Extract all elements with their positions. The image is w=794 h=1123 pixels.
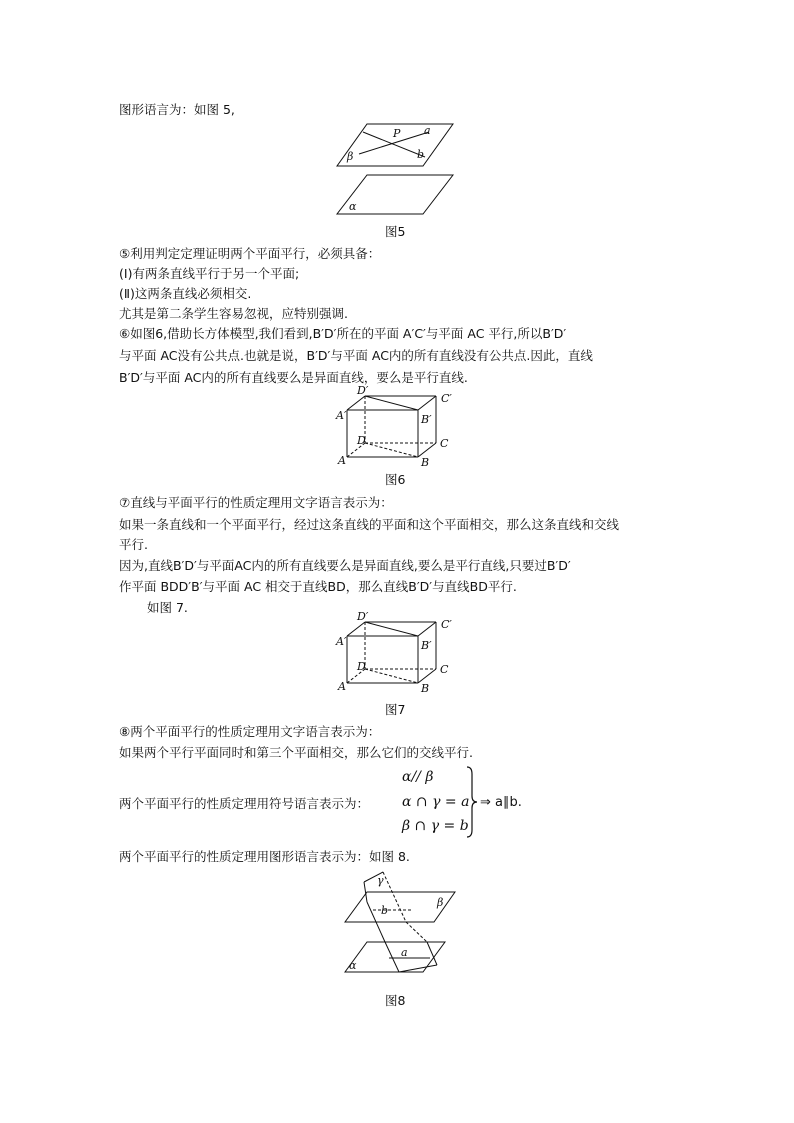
label-a: a: [401, 946, 408, 959]
text-line: 作平面 BDD′B′与平面 AC 相交于直线BD，那么直线B′D′与直线BD平行.: [119, 579, 517, 594]
text-line: 两个平面平行的性质定理用图形语言表示为：如图 8.: [119, 849, 410, 864]
text-line: 如果两个平行平面同时和第三个平面相交，那么它们的交线平行.: [119, 745, 473, 760]
label-b: B: [421, 682, 430, 695]
label-c1: C′: [441, 618, 452, 631]
text-line: ⑧两个平面平行的性质定理用文字语言表示为：: [119, 724, 381, 739]
figure-8-planes-intersection: [337, 870, 457, 980]
text-line: 平行.: [119, 537, 148, 552]
label-alpha: α: [349, 200, 357, 213]
formula-row-1: α// β: [402, 769, 434, 785]
figure-5-caption: 图5: [385, 224, 406, 239]
text-line: 图形语言为：如图 5,: [119, 102, 235, 117]
label-d1: D′: [357, 384, 369, 397]
figure-7-caption: 图7: [385, 702, 406, 717]
label-p: P: [393, 127, 401, 140]
figure-6-caption: 图6: [385, 472, 406, 487]
text-line: 尤其是第二条学生容易忽视，应特别强调.: [119, 306, 348, 321]
figure-6-cuboid: [335, 384, 465, 470]
text-line: 因为,直线B′D′与平面AC内的所有直线要么是异面直线,要么是平行直线,只要过B′D′: [119, 558, 571, 573]
text-line: (Ⅰ)有两条直线平行于另一个平面;: [119, 266, 300, 281]
formula-row-2: α ∩ γ = a: [402, 794, 470, 810]
text-line: 两个平面平行的性质定理用符号语言表示为：: [119, 796, 370, 811]
formula-row-3: β ∩ γ = b: [402, 818, 469, 834]
label-d: D: [357, 434, 366, 447]
label-b: B: [421, 456, 430, 469]
label-alpha: α: [349, 959, 357, 972]
text-line: 如图 7.: [147, 600, 188, 615]
text-line: 与平面 AC没有公共点.也就是说，B′D′与平面 AC内的所有直线没有公共点.因此，直线: [119, 348, 593, 363]
label-a1: A′: [336, 409, 347, 422]
figure-5-parallel-planes: [337, 124, 457, 214]
label-beta: β: [347, 150, 354, 163]
figure-8-caption: 图8: [385, 993, 406, 1008]
text-line: ⑥如图6,借助长方体模型,我们看到,B′D′所在的平面 A′C′与平面 AC 平行,所以B′D′: [119, 326, 567, 341]
text-line: ⑤利用判定定理证明两个平面平行，必须具备：: [119, 246, 381, 261]
text-line: (Ⅱ)这两条直线必须相交.: [119, 286, 252, 301]
label-a: a: [424, 124, 431, 137]
text-line: B′D′与平面 AC内的所有直线要么是异面直线，要么是平行直线.: [119, 370, 468, 385]
label-c: C: [440, 437, 449, 450]
label-beta: β: [437, 896, 444, 909]
formula-right-brace: [466, 766, 478, 838]
label-a: A: [338, 680, 346, 693]
text-line: ⑦直线与平面平行的性质定理用文字语言表示为：: [119, 495, 393, 510]
label-b1: B′: [421, 639, 432, 652]
label-d1: D′: [357, 610, 369, 623]
label-b: b: [417, 148, 425, 161]
text-line: 如果一条直线和一个平面平行，经过这条直线的平面和这个平面相交，那么这条直线和交线: [119, 517, 620, 532]
label-b: b: [381, 904, 389, 917]
figure-7-cuboid: [335, 610, 465, 696]
label-a: A: [338, 454, 346, 467]
label-a1: A′: [336, 635, 347, 648]
label-b1: B′: [421, 413, 432, 426]
formula-result: ⇒ a∥b.: [480, 795, 522, 810]
label-d: D: [357, 660, 366, 673]
label-c: C: [440, 663, 449, 676]
label-gamma: γ: [377, 874, 384, 887]
label-c1: C′: [441, 392, 452, 405]
